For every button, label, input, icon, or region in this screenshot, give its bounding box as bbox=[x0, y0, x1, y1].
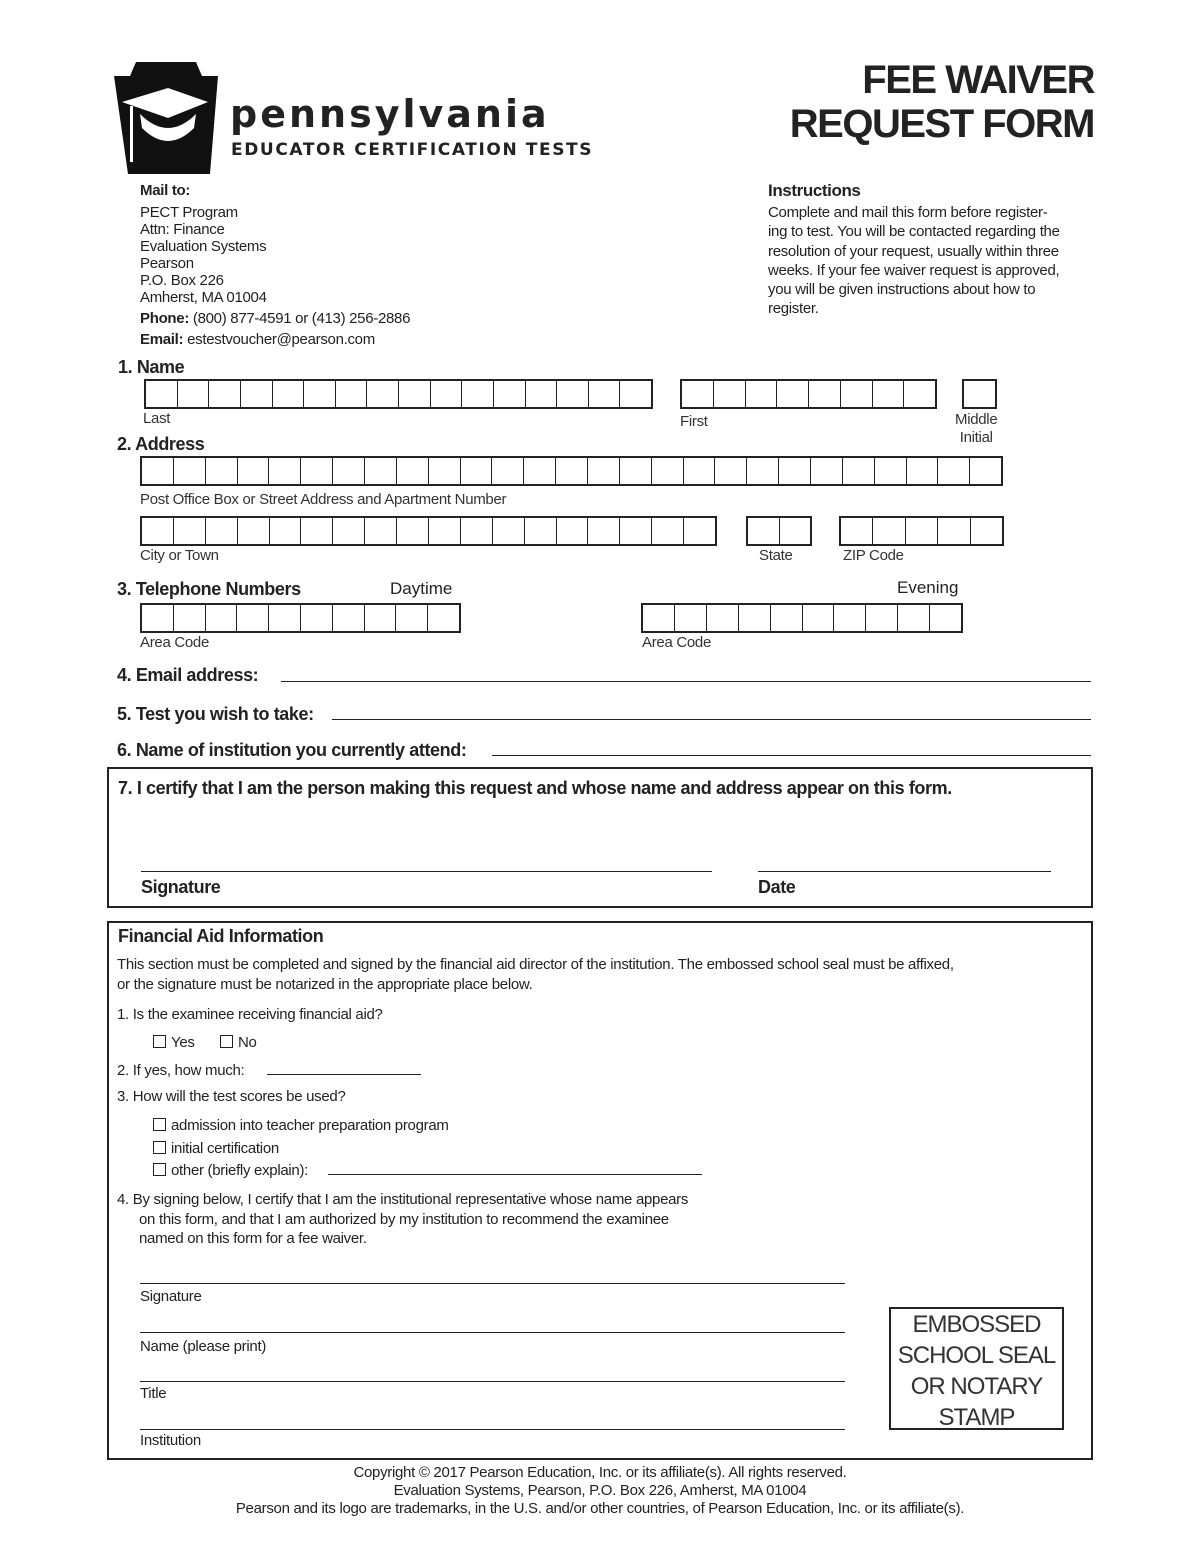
character-box[interactable] bbox=[237, 605, 269, 631]
character-box[interactable] bbox=[399, 381, 431, 407]
character-box[interactable] bbox=[811, 458, 843, 484]
rep-institution-field[interactable] bbox=[140, 1429, 845, 1430]
character-box[interactable] bbox=[779, 458, 811, 484]
character-box[interactable] bbox=[142, 605, 174, 631]
character-box[interactable] bbox=[588, 458, 620, 484]
state-boxes[interactable] bbox=[746, 516, 812, 546]
character-box[interactable] bbox=[461, 458, 493, 484]
character-box[interactable] bbox=[747, 458, 779, 484]
institution-field[interactable] bbox=[492, 755, 1091, 756]
character-box[interactable] bbox=[524, 458, 556, 484]
applicant-signature-field[interactable] bbox=[141, 871, 712, 872]
character-box[interactable] bbox=[715, 458, 747, 484]
character-box[interactable] bbox=[809, 381, 841, 407]
keystone-logo bbox=[106, 62, 224, 178]
last-name-boxes[interactable] bbox=[144, 379, 653, 409]
question-3: 3. How will the test scores be used? bbox=[117, 1088, 346, 1105]
area-code-label: Area Code bbox=[642, 634, 712, 651]
logo-subtitle: EDUCATOR CERTIFICATION TESTS bbox=[231, 140, 594, 160]
footer: Copyright © 2017 Pearson Education, Inc. or its affiliate(s). All rights reserved. Evaluation Systems, Pearson, P.O. Box 226, Amherst, MA 01004 Pearson and its logo are trademarks, in the U.S. and/or other countries, of Pearson Education, Inc. or its affiliate(s). bbox=[235, 1464, 965, 1517]
email-address-label: 4. Email address: bbox=[117, 665, 259, 685]
character-box[interactable] bbox=[174, 458, 206, 484]
character-box[interactable] bbox=[209, 381, 241, 407]
area-code-label: Area Code bbox=[140, 634, 210, 651]
zip-label: ZIP Code bbox=[843, 547, 904, 564]
character-box[interactable] bbox=[142, 518, 174, 544]
character-box[interactable] bbox=[898, 605, 930, 631]
institution-label: 6. Name of institution you currently attend: bbox=[117, 740, 467, 760]
character-box[interactable] bbox=[873, 518, 905, 544]
form-title: FEE WAIVER REQUEST FORM bbox=[789, 58, 1094, 146]
character-box[interactable] bbox=[906, 518, 938, 544]
yes-checkbox[interactable]: Yes bbox=[153, 1034, 195, 1051]
instructions-text: Complete and mail this form before register- ing to test. You will be contacted regarding the resolution of your request, usually within three weeks. If your fee waiver request is approved, you will be given instructions about how to register. bbox=[768, 204, 1060, 318]
daytime-label: Daytime bbox=[390, 579, 453, 598]
logo-wordmark: pennsylvania bbox=[230, 92, 550, 136]
character-box[interactable] bbox=[493, 518, 525, 544]
certification-statement: 7. I certify that I am the person making this request and whose name and address appear on this form. bbox=[118, 778, 952, 798]
rep-signature-label: Signature bbox=[140, 1288, 202, 1305]
character-box[interactable] bbox=[938, 518, 970, 544]
character-box[interactable] bbox=[461, 518, 493, 544]
character-box[interactable] bbox=[142, 458, 174, 484]
character-box[interactable] bbox=[526, 381, 558, 407]
signature-label: Signature bbox=[141, 877, 221, 897]
email-line: Email: estestvoucher@pearson.com bbox=[140, 331, 375, 348]
initial-certification-checkbox[interactable]: initial certification bbox=[153, 1140, 279, 1157]
rep-title-label: Title bbox=[140, 1385, 167, 1402]
character-box[interactable] bbox=[462, 381, 494, 407]
character-box[interactable] bbox=[241, 381, 273, 407]
character-box[interactable] bbox=[971, 518, 1002, 544]
email-address-field[interactable] bbox=[281, 681, 1091, 682]
character-box[interactable] bbox=[866, 605, 898, 631]
evening-phone-boxes[interactable] bbox=[641, 603, 963, 633]
character-box[interactable] bbox=[964, 381, 995, 407]
character-box[interactable] bbox=[739, 605, 771, 631]
character-box[interactable] bbox=[146, 381, 178, 407]
character-box[interactable] bbox=[589, 381, 621, 407]
character-box[interactable] bbox=[365, 518, 397, 544]
last-label: Last bbox=[143, 410, 171, 427]
character-box[interactable] bbox=[238, 518, 270, 544]
address-heading: 2. Address bbox=[117, 434, 205, 454]
character-box[interactable] bbox=[304, 381, 336, 407]
question-1: 1. Is the examinee receiving financial aid? bbox=[117, 1006, 383, 1023]
character-box[interactable] bbox=[367, 381, 399, 407]
character-box[interactable] bbox=[556, 458, 588, 484]
character-box[interactable] bbox=[238, 458, 270, 484]
character-box[interactable] bbox=[336, 381, 368, 407]
telephone-heading: 3. Telephone Numbers bbox=[117, 579, 301, 599]
character-box[interactable] bbox=[397, 458, 429, 484]
character-box[interactable] bbox=[875, 458, 907, 484]
character-box[interactable] bbox=[270, 518, 302, 544]
character-box[interactable] bbox=[525, 518, 557, 544]
character-box[interactable] bbox=[269, 605, 301, 631]
character-box[interactable] bbox=[620, 381, 651, 407]
character-box[interactable] bbox=[707, 605, 739, 631]
seal-stamp-box: EMBOSSED SCHOOL SEAL OR NOTARY STAMP bbox=[889, 1307, 1064, 1430]
character-box[interactable] bbox=[746, 381, 778, 407]
character-box[interactable] bbox=[904, 381, 935, 407]
street-boxes[interactable] bbox=[140, 456, 1003, 486]
financial-aid-heading: Financial Aid Information bbox=[118, 926, 324, 946]
character-box[interactable] bbox=[206, 458, 238, 484]
character-box[interactable] bbox=[652, 458, 684, 484]
rep-institution-label: Institution bbox=[140, 1432, 201, 1449]
character-box[interactable] bbox=[333, 458, 365, 484]
no-checkbox[interactable]: No bbox=[220, 1034, 257, 1051]
character-box[interactable] bbox=[365, 458, 397, 484]
state-label: State bbox=[759, 547, 793, 564]
character-box[interactable] bbox=[771, 605, 803, 631]
question-2: 2. If yes, how much: bbox=[117, 1062, 245, 1079]
character-box[interactable] bbox=[675, 605, 707, 631]
other-explain-field[interactable] bbox=[328, 1174, 702, 1175]
character-box[interactable] bbox=[301, 518, 333, 544]
character-box[interactable] bbox=[396, 605, 428, 631]
character-box[interactable] bbox=[431, 381, 463, 407]
test-field[interactable] bbox=[332, 719, 1091, 720]
character-box[interactable] bbox=[873, 381, 905, 407]
financial-aid-intro: or the signature must be notarized in the appropriate place below. bbox=[117, 976, 533, 993]
rep-name-field[interactable] bbox=[140, 1332, 845, 1333]
amount-field[interactable] bbox=[267, 1074, 421, 1075]
character-box[interactable] bbox=[652, 518, 684, 544]
character-box[interactable] bbox=[841, 381, 873, 407]
rep-name-label: Name (please print) bbox=[140, 1338, 267, 1355]
city-label: City or Town bbox=[140, 547, 219, 564]
test-label: 5. Test you wish to take: bbox=[117, 704, 314, 724]
character-box[interactable] bbox=[557, 518, 589, 544]
character-box[interactable] bbox=[301, 605, 333, 631]
character-box[interactable] bbox=[333, 605, 365, 631]
character-box[interactable] bbox=[365, 605, 397, 631]
character-box[interactable] bbox=[907, 458, 939, 484]
character-box[interactable] bbox=[174, 605, 206, 631]
middle-initial-label: Middle Initial bbox=[955, 411, 998, 446]
character-box[interactable] bbox=[429, 518, 461, 544]
question-4: 4. By signing below, I certify that I am the institutional representative whose name appears on this form, and that I am authorized by my institution to recommend the examinee named on this form for a fee waiver. bbox=[117, 1191, 689, 1247]
character-box[interactable] bbox=[269, 458, 301, 484]
character-box[interactable] bbox=[841, 518, 873, 544]
zip-boxes[interactable] bbox=[839, 516, 1004, 546]
first-name-boxes[interactable] bbox=[680, 379, 937, 409]
character-box[interactable] bbox=[643, 605, 675, 631]
character-box[interactable] bbox=[206, 518, 238, 544]
character-box[interactable] bbox=[620, 518, 652, 544]
character-box[interactable] bbox=[557, 381, 589, 407]
character-box[interactable] bbox=[333, 518, 365, 544]
character-box[interactable] bbox=[397, 518, 429, 544]
character-box[interactable] bbox=[803, 605, 835, 631]
character-box[interactable] bbox=[492, 458, 524, 484]
rep-title-field[interactable] bbox=[140, 1381, 845, 1382]
other-checkbox[interactable]: other (briefly explain): bbox=[153, 1162, 308, 1179]
evening-label: Evening bbox=[897, 578, 959, 597]
mail-address: PECT Program Attn: Finance Evaluation Systems Pearson P.O. Box 226 Amherst, MA 01004 bbox=[140, 204, 267, 306]
name-heading: 1. Name bbox=[118, 357, 185, 377]
street-label: Post Office Box or Street Address and Apartment Number bbox=[140, 491, 507, 508]
character-box[interactable] bbox=[970, 458, 1001, 484]
character-box[interactable] bbox=[938, 458, 970, 484]
date-field[interactable] bbox=[758, 871, 1051, 872]
date-label: Date bbox=[758, 877, 796, 897]
character-box[interactable] bbox=[206, 605, 238, 631]
financial-aid-intro: This section must be completed and signed by the financial aid director of the institution. The embossed school seal must be affixed, bbox=[117, 956, 954, 973]
daytime-phone-boxes[interactable] bbox=[140, 603, 461, 633]
character-box[interactable] bbox=[301, 458, 333, 484]
character-box[interactable] bbox=[834, 605, 866, 631]
first-label: First bbox=[680, 413, 708, 430]
character-box[interactable] bbox=[174, 518, 206, 544]
instructions-heading: Instructions bbox=[768, 181, 861, 200]
character-box[interactable] bbox=[684, 518, 715, 544]
character-box[interactable] bbox=[429, 458, 461, 484]
mail-to-label: Mail to: bbox=[140, 182, 191, 199]
rep-signature-field[interactable] bbox=[140, 1283, 845, 1284]
character-box[interactable] bbox=[588, 518, 620, 544]
character-box[interactable] bbox=[273, 381, 305, 407]
character-box[interactable] bbox=[714, 381, 746, 407]
character-box[interactable] bbox=[682, 381, 714, 407]
middle-initial-box[interactable] bbox=[962, 379, 997, 409]
character-box[interactable] bbox=[620, 458, 652, 484]
character-box[interactable] bbox=[777, 381, 809, 407]
character-box[interactable] bbox=[748, 518, 780, 544]
phone-line: Phone: (800) 877-4591 or (413) 256-2886 bbox=[140, 310, 411, 327]
character-box[interactable] bbox=[684, 458, 716, 484]
character-box[interactable] bbox=[178, 381, 210, 407]
admission-checkbox[interactable]: admission into teacher preparation program bbox=[153, 1117, 449, 1134]
city-boxes[interactable] bbox=[140, 516, 717, 546]
character-box[interactable] bbox=[930, 605, 961, 631]
character-box[interactable] bbox=[494, 381, 526, 407]
character-box[interactable] bbox=[843, 458, 875, 484]
character-box[interactable] bbox=[428, 605, 459, 631]
character-box[interactable] bbox=[780, 518, 811, 544]
